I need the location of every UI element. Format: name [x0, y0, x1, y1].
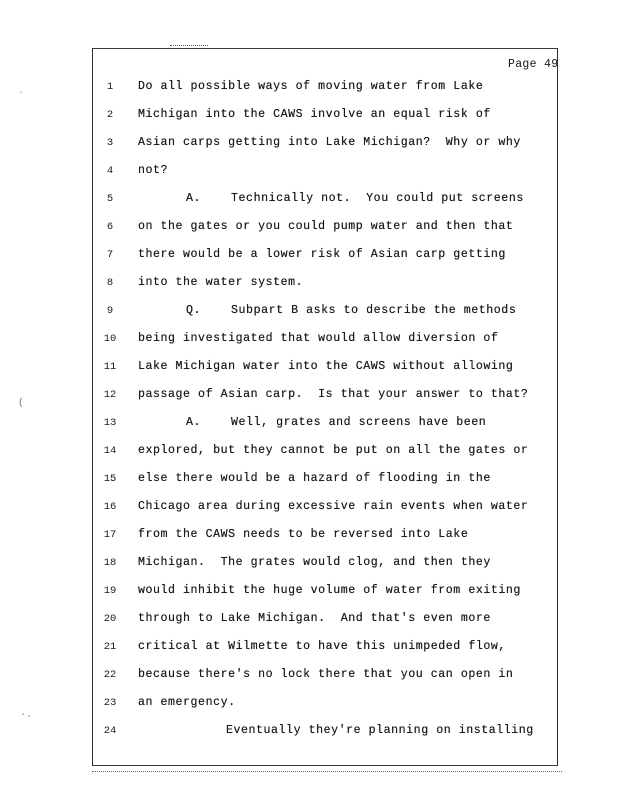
line-number: 12: [103, 389, 117, 401]
transcript-line: Michigan into the CAWS involve an equal risk of: [138, 108, 491, 121]
transcript-line: Eventually they're planning on installing: [226, 724, 534, 737]
line-number: 18: [103, 557, 117, 569]
transcript-line: would inhibit the huge volume of water from exiting: [138, 584, 521, 597]
transcript-line: an emergency.: [138, 696, 236, 709]
margin-mark: `: [18, 92, 25, 103]
transcript-line: from the CAWS needs to be reversed into Lake: [138, 528, 469, 541]
line-number: 13: [103, 417, 117, 429]
line-number: 7: [106, 249, 114, 261]
transcript-line: there would be a lower risk of Asian carp getting: [138, 248, 506, 261]
line-number: 2: [106, 109, 114, 121]
line-number: 16: [103, 501, 117, 513]
transcript-line: being investigated that would allow diversion of: [138, 332, 499, 345]
transcript-line: passage of Asian carp. Is that your answer to that?: [138, 388, 529, 401]
frame-top-mark: [170, 45, 208, 47]
line-number: 4: [106, 165, 114, 177]
line-number: 3: [106, 137, 114, 149]
transcript-line: explored, but they cannot be put on all the gates or: [138, 444, 529, 457]
margin-mark: ·.: [20, 710, 33, 721]
line-number: 20: [103, 613, 117, 625]
transcript-line: on the gates or you could pump water and then that: [138, 220, 514, 233]
transcript-line: because there's no lock there that you can open in: [138, 668, 514, 681]
line-number: 22: [103, 669, 117, 681]
line-number: 9: [106, 305, 114, 317]
transcript-line: Asian carps getting into Lake Michigan? Why or why: [138, 136, 521, 149]
bottom-rule: [92, 771, 562, 773]
line-number: 10: [103, 333, 117, 345]
line-number: 5: [106, 193, 114, 205]
transcript-page-frame: [92, 48, 558, 766]
line-number: 19: [103, 585, 117, 597]
line-number: 6: [106, 221, 114, 233]
transcript-line: Chicago area during excessive rain events when water: [138, 500, 529, 513]
line-number: 1: [106, 81, 114, 93]
line-number: 21: [103, 641, 117, 653]
transcript-line: Lake Michigan water into the CAWS without allowing: [138, 360, 514, 373]
transcript-line: else there would be a hazard of flooding in the: [138, 472, 491, 485]
transcript-line: into the water system.: [138, 276, 304, 289]
transcript-line: Q. Subpart B asks to describe the methods: [186, 304, 517, 317]
transcript-line: through to Lake Michigan. And that's even more: [138, 612, 491, 625]
transcript-line: Michigan. The grates would clog, and then they: [138, 556, 491, 569]
line-number: 14: [103, 445, 117, 457]
line-number: 17: [103, 529, 117, 541]
line-number: 8: [106, 277, 114, 289]
transcript-line: Do all possible ways of moving water from Lake: [138, 80, 484, 93]
line-number: 23: [103, 697, 117, 709]
page-number: Page 49: [508, 58, 559, 71]
transcript-line: critical at Wilmette to have this unimpeded flow,: [138, 640, 506, 653]
transcript-line: A. Well, grates and screens have been: [186, 416, 487, 429]
transcript-line: A. Technically not. You could put screens: [186, 192, 524, 205]
line-number: 15: [103, 473, 117, 485]
line-number: 11: [103, 361, 117, 373]
transcript-line: not?: [138, 164, 169, 177]
line-number: 24: [103, 725, 117, 737]
margin-mark: (: [18, 398, 25, 409]
